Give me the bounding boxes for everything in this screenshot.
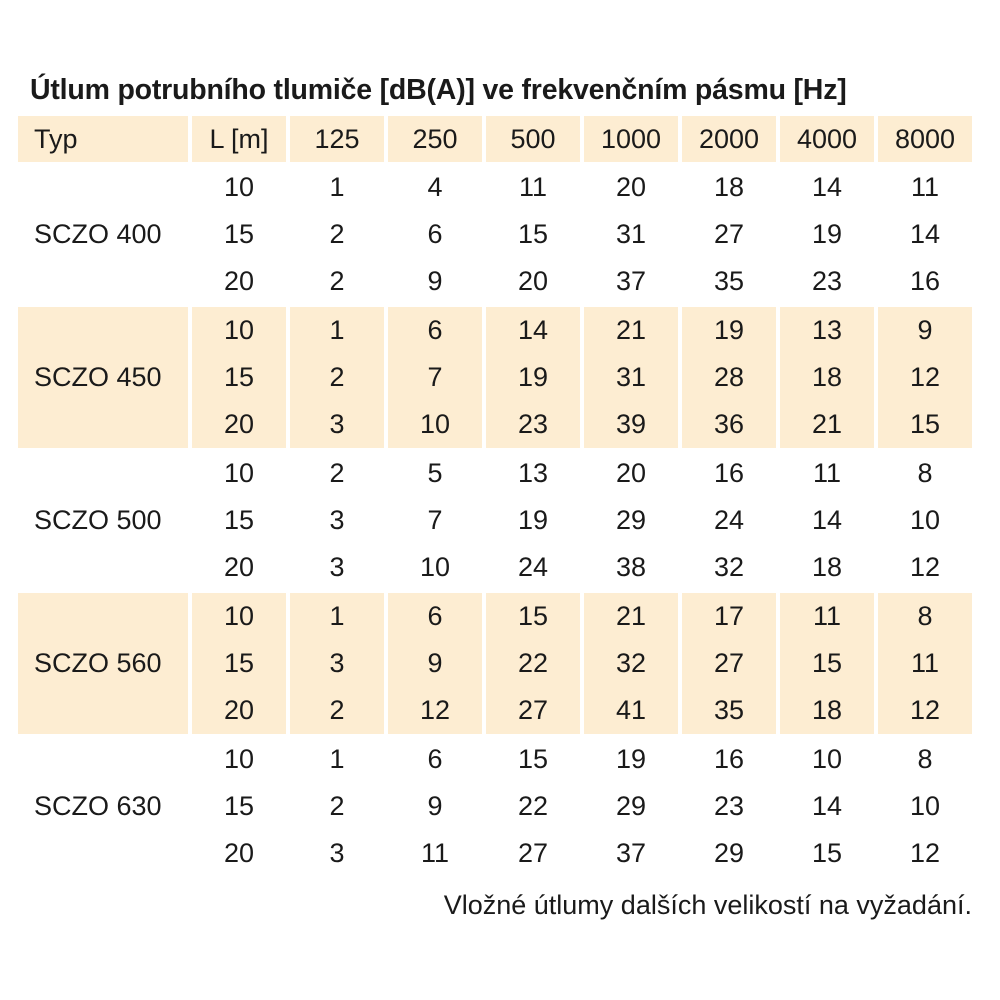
value-cell: 23 [486, 401, 580, 448]
length-cell: 10 [223, 458, 255, 488]
length-cell: 15 [223, 219, 255, 249]
value-cell: 8 [917, 744, 933, 774]
value-cell: 36 [682, 401, 776, 448]
length-cell: 20 [223, 552, 255, 582]
value-cell: 9 [427, 791, 443, 821]
value-cell: 15 [517, 744, 549, 774]
value-cell: 18 [780, 687, 874, 734]
value-cell: 5 [427, 458, 443, 488]
value-cell: 1 [329, 172, 345, 202]
table-row [18, 450, 972, 497]
length-cell: 10 [223, 172, 255, 202]
value-cell: 12 [909, 552, 941, 582]
value-cell: 8 [878, 593, 972, 640]
value-cell: 27 [486, 687, 580, 734]
value-cell: 29 [713, 838, 745, 868]
type-cell: SCZO 560 [18, 593, 188, 734]
value-cell: 16 [713, 744, 745, 774]
value-cell: 32 [584, 640, 678, 687]
table-body [18, 116, 972, 877]
table-title: Útlum potrubního tlumiče [dB(A)] ve frekvenčním pásmu [Hz] [30, 74, 847, 106]
column-header: 8000 [878, 116, 972, 162]
table-row [18, 736, 972, 783]
value-cell: 17 [682, 593, 776, 640]
value-cell: 14 [811, 505, 843, 535]
value-cell: 1 [290, 307, 384, 354]
column-header: 4000 [780, 116, 874, 162]
value-cell: 19 [682, 307, 776, 354]
length-cell: 15 [192, 354, 286, 401]
value-cell: 10 [419, 552, 451, 582]
value-cell: 11 [812, 458, 842, 488]
value-cell: 14 [486, 307, 580, 354]
column-header: 125 [290, 116, 384, 162]
value-cell: 3 [329, 505, 345, 535]
value-cell: 9 [878, 307, 972, 354]
footnote: Vložné útlumy dalších velikostí na vyžadání. [443, 890, 972, 920]
value-cell: 19 [517, 505, 549, 535]
table-row [18, 307, 972, 354]
value-cell: 10 [388, 401, 482, 448]
value-cell: 2 [329, 219, 345, 249]
value-cell: 18 [811, 552, 843, 582]
column-header: 1000 [584, 116, 678, 162]
type-cell: SCZO 450 [18, 307, 188, 448]
value-cell: 3 [290, 640, 384, 687]
length-cell: 15 [223, 791, 255, 821]
value-cell: 1 [329, 744, 345, 774]
value-cell: 27 [682, 640, 776, 687]
length-cell: 20 [192, 687, 286, 734]
length-cell: 10 [192, 307, 286, 354]
value-cell: 11 [910, 172, 940, 202]
value-cell: 32 [713, 552, 745, 582]
value-cell: 15 [878, 401, 972, 448]
length-cell: 10 [223, 744, 255, 774]
value-cell: 20 [615, 172, 647, 202]
value-cell: 20 [615, 458, 647, 488]
value-cell: 14 [811, 791, 843, 821]
length-cell: 20 [192, 401, 286, 448]
value-cell: 11 [780, 593, 874, 640]
value-cell: 29 [615, 505, 647, 535]
value-cell: 2 [329, 266, 345, 296]
attenuation-table [14, 116, 976, 877]
value-cell: 3 [329, 838, 345, 868]
value-cell: 15 [780, 640, 874, 687]
column-header: 500 [486, 116, 580, 162]
value-cell: 35 [682, 687, 776, 734]
value-cell: 10 [909, 791, 941, 821]
value-cell: 15 [486, 593, 580, 640]
value-cell: 35 [713, 266, 745, 296]
length-cell: 15 [223, 505, 255, 535]
value-cell: 2 [329, 791, 345, 821]
value-cell: 2 [290, 354, 384, 401]
column-header: 250 [388, 116, 482, 162]
value-cell: 15 [811, 838, 843, 868]
value-cell: 29 [615, 791, 647, 821]
value-cell: 16 [713, 458, 745, 488]
value-cell: 3 [329, 552, 345, 582]
value-cell: 12 [909, 838, 941, 868]
type-cell: SCZO 500 [34, 505, 162, 535]
value-cell: 7 [427, 505, 443, 535]
value-cell: 31 [615, 219, 647, 249]
value-cell: 28 [682, 354, 776, 401]
value-cell: 39 [584, 401, 678, 448]
value-cell: 38 [615, 552, 647, 582]
value-cell: 37 [615, 838, 647, 868]
value-cell: 6 [427, 219, 443, 249]
column-header: Typ [18, 116, 188, 162]
value-cell: 22 [486, 640, 580, 687]
value-cell: 12 [878, 687, 972, 734]
type-cell: SCZO 400 [34, 219, 162, 249]
length-cell: 10 [192, 593, 286, 640]
value-cell: 2 [329, 458, 345, 488]
value-cell: 9 [388, 640, 482, 687]
length-cell: 20 [223, 838, 255, 868]
length-cell: 20 [223, 266, 255, 296]
value-cell: 12 [878, 354, 972, 401]
value-cell: 19 [811, 219, 843, 249]
value-cell: 27 [517, 838, 549, 868]
table-row [18, 164, 972, 211]
length-cell: 15 [192, 640, 286, 687]
value-cell: 16 [909, 266, 941, 296]
value-cell: 15 [517, 219, 549, 249]
value-cell: 13 [780, 307, 874, 354]
value-cell: 7 [388, 354, 482, 401]
value-cell: 23 [811, 266, 843, 296]
value-cell: 23 [713, 791, 745, 821]
value-cell: 3 [290, 401, 384, 448]
value-cell: 22 [517, 791, 549, 821]
value-cell: 21 [780, 401, 874, 448]
value-cell: 27 [713, 219, 745, 249]
value-cell: 24 [517, 552, 549, 582]
value-cell: 14 [811, 172, 843, 202]
value-cell: 8 [917, 458, 933, 488]
value-cell: 18 [780, 354, 874, 401]
value-cell: 41 [584, 687, 678, 734]
value-cell: 2 [290, 687, 384, 734]
table-row [18, 593, 972, 640]
value-cell: 21 [584, 307, 678, 354]
value-cell: 11 [518, 172, 548, 202]
value-cell: 11 [878, 640, 972, 687]
type-cell: SCZO 630 [34, 791, 162, 821]
value-cell: 21 [584, 593, 678, 640]
value-cell: 6 [388, 307, 482, 354]
value-cell: 10 [811, 744, 843, 774]
value-cell: 24 [713, 505, 745, 535]
column-header: 2000 [682, 116, 776, 162]
value-cell: 4 [427, 172, 443, 202]
value-cell: 31 [584, 354, 678, 401]
value-cell: 1 [290, 593, 384, 640]
value-cell: 19 [615, 744, 647, 774]
value-cell: 37 [615, 266, 647, 296]
value-cell: 6 [388, 593, 482, 640]
value-cell: 11 [420, 838, 450, 868]
value-cell: 20 [517, 266, 549, 296]
column-header: L [m] [192, 116, 286, 162]
value-cell: 6 [427, 744, 443, 774]
value-cell: 10 [909, 505, 941, 535]
value-cell: 14 [909, 219, 941, 249]
value-cell: 9 [427, 266, 443, 296]
value-cell: 18 [713, 172, 745, 202]
value-cell: 13 [517, 458, 549, 488]
header-row [18, 116, 972, 162]
value-cell: 19 [486, 354, 580, 401]
value-cell: 12 [388, 687, 482, 734]
